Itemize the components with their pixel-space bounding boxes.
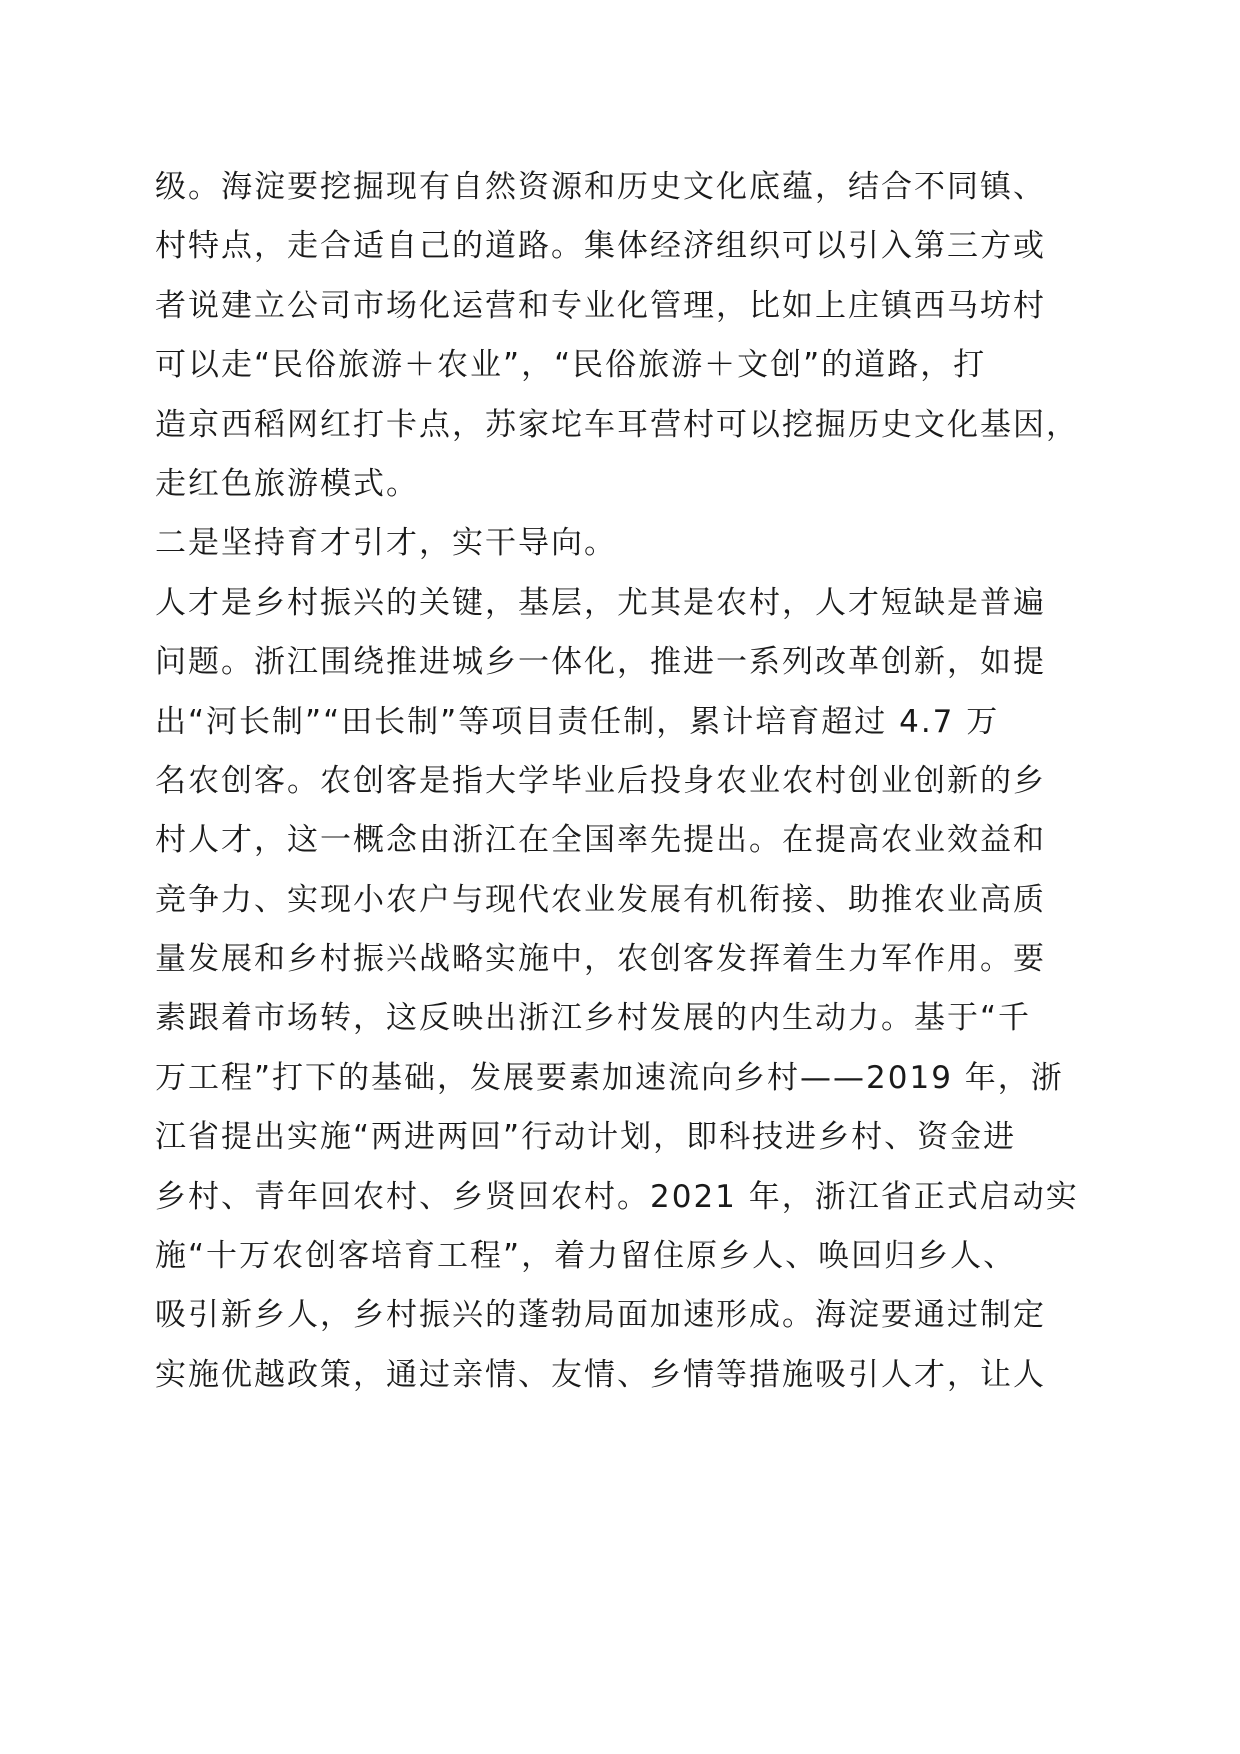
text-line: 素跟着市场转，这反映出浙江乡村发展的内生动力。基于“千 — [155, 1000, 1032, 1037]
text-line: 造京西稻网红打卡点，苏家坨车耳营村可以挖掘历史文化基因， — [155, 406, 1079, 443]
text-line: 村特点，走合适自己的道路。集体经济组织可以引入第三方或 — [155, 228, 1046, 265]
text-line: 村人才，这一概念由浙江在全国率先提出。在提高农业效益和 — [155, 822, 1046, 859]
text-line: 乡村、青年回农村、乡贤回农村。2021 年，浙江省正式启动实 — [155, 1178, 1079, 1215]
text-line: 人才是乡村振兴的关键，基层，尤其是农村，人才短缺是普遍 — [155, 584, 1046, 621]
text-line: 走红色旅游模式。 — [155, 465, 419, 502]
text-line: 量发展和乡村振兴战略实施中，农创客发挥着生力军作用。要 — [155, 941, 1046, 978]
section-heading: 二是坚持育才引才，实干导向。 — [155, 525, 617, 562]
body-text — [155, 158, 1090, 1405]
text-line: 江省提出实施“两进两回”行动计划，即科技进乡村、资金进 — [155, 1119, 1017, 1156]
text-line: 可以走“民俗旅游＋农业”，“民俗旅游＋文创”的道路，打 — [155, 347, 987, 384]
text-line: 级。海淀要挖掘现有自然资源和历史文化底蕴，结合不同镇、 — [155, 169, 1046, 205]
text-line: 万工程”打下的基础，发展要素加速流向乡村——2019 年，浙 — [155, 1059, 1064, 1096]
text-line: 名农创客。农创客是指大学毕业后投身农业农村创业创新的乡 — [155, 762, 1046, 799]
text-line: 竞争力、实现小农户与现代农业发展有机衔接、助推农业高质 — [155, 881, 1046, 918]
text-line: 者说建立公司市场化运营和专业化管理，比如上庄镇西马坊村 — [155, 287, 1046, 324]
text-line: 吸引新乡人，乡村振兴的蓬勃局面加速形成。海淀要通过制定 — [155, 1297, 1046, 1334]
text-line: 施“十万农创客培育工程”，着力留住原乡人、唤回归乡人、 — [155, 1238, 1017, 1275]
text-line: 问题。浙江围绕推进城乡一体化，推进一系列改革创新，如提 — [155, 644, 1046, 681]
text-line: 出“河长制”“田长制”等项目责任制，累计培育超过 4.7 万 — [155, 703, 1000, 740]
text-line: 实施优越政策，通过亲情、友情、乡情等措施吸引人才，让人 — [155, 1356, 1046, 1393]
